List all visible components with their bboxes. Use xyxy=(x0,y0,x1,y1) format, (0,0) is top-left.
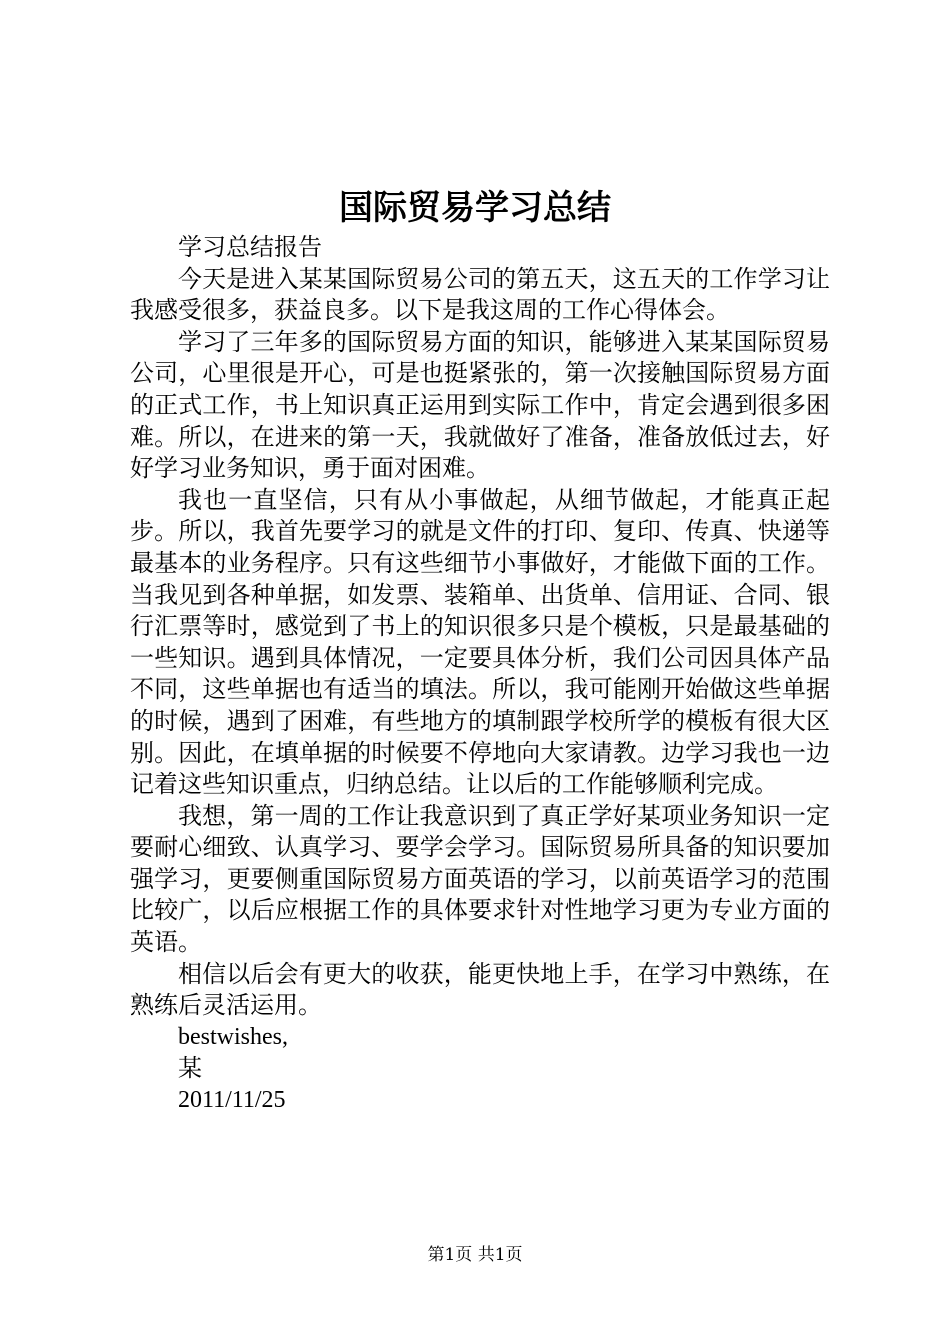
paragraph-4: 我想，第一周的工作让我意识到了真正学好某项业务知识一定要耐心细致、认真学习、要学会学习。国际贸易所具备的知识要加强学习，更要侧重国际贸易方面英语的学习，以前英语学习的范围比较广，以后应根据工作的具体要求针对性地学习更为专业方面的英语。 xyxy=(130,801,830,957)
paragraph-3: 我也一直坚信，只有从小事做起，从细节做起，才能真正起步。所以，我首先要学习的就是文件的打印、复印、传真、快递等最基本的业务程序。只有这些细节小事做好，才能做下面的工作。当我见到各种单据，如发票、装箱单、出货单、信用证、合同、银行汇票等时，感觉到了书上的知识很多只是个模板，只是最基础的一些知识。遇到具体情况，一定要具体分析，我们公司因具体产品不同，这些单据也有适当的填法。所以，我可能刚开始做这些单据的时候，遇到了困难，有些地方的填制跟学校所学的模板有很大区别。因此，在填单据的时候要不停地向大家请教。边学习我也一边记着这些知识重点，归纳总结。让以后的工作能够顺利完成。 xyxy=(130,485,830,799)
paragraph-5: 相信以后会有更大的收获，能更快地上手，在学习中熟练，在熟练后灵活运用。 xyxy=(130,959,830,1020)
report-subtitle: 学习总结报告 xyxy=(178,233,322,261)
document-title: 国际贸易学习总结 xyxy=(339,188,611,228)
date-line: 2011/11/25 xyxy=(178,1087,286,1114)
paragraph-1: 今天是进入某某国际贸易公司的第五天，这五天的工作学习让我感受很多，获益良多。以下是我这周的工作心得体会。 xyxy=(130,264,830,325)
signature: 某 xyxy=(178,1054,202,1083)
page-footer: 第1页 共1页 xyxy=(427,1245,523,1265)
closing-line: bestwishes, xyxy=(178,1023,288,1050)
paragraph-2: 学习了三年多的国际贸易方面的知识，能够进入某某国际贸易公司，心里很是开心，可是也挺紧张的，第一次接触国际贸易方面的正式工作，书上知识真正运用到实际工作中，肯定会遇到很多困难。所以，在进来的第一天，我就做好了准备，准备放低过去，好好学习业务知识，勇于面对困难。 xyxy=(130,327,830,483)
document-body xyxy=(130,232,830,1117)
